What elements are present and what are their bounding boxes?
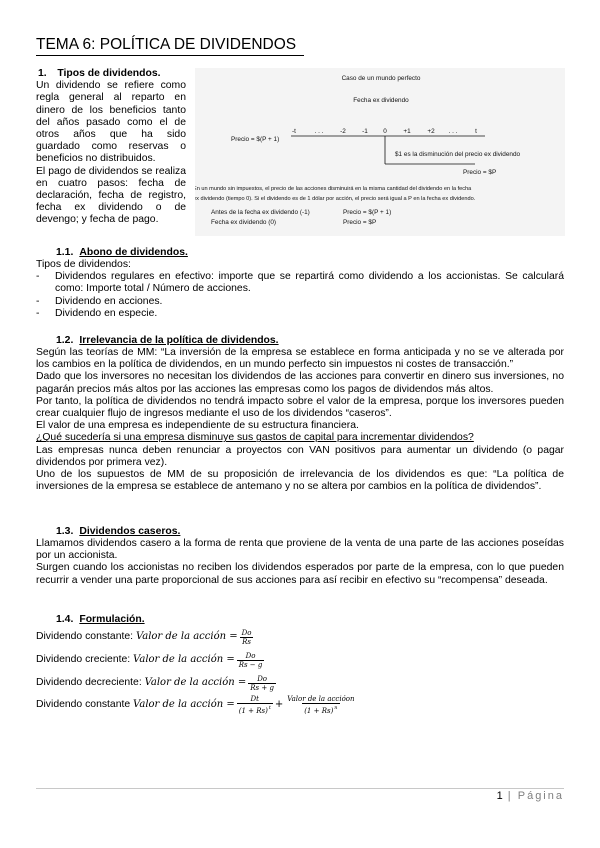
section-1-1-number: 1.1. xyxy=(56,247,74,258)
formula-numerator: Dt xyxy=(250,695,259,703)
section-1-2-body xyxy=(36,347,564,493)
axis-tick-label: . . . xyxy=(448,128,458,135)
firm-value-paragraph: El valor de una empresa es independiente de su estructura financiera. xyxy=(36,420,359,432)
figure-price-after: Precio = $P xyxy=(463,169,497,176)
section-1-2-title: Irrelevancia de la política de dividendos. xyxy=(79,335,279,346)
mm-theory-paragraph: Según las teorías de MM: “La inversión de la empresa se establece en forma anticipada y no se ve alterada por los cambios en la política de dividendos, en un mundo perfecto sin impuestos ni costes de transacción.” xyxy=(36,347,564,371)
footer-rule xyxy=(36,788,564,789)
axis-tick-label: . . . xyxy=(314,128,324,135)
formula-denominator: Rs + g xyxy=(250,683,274,692)
section-1-4-number: 1.4. xyxy=(56,614,74,625)
section-1-3-number: 1.3. xyxy=(56,526,74,537)
formula-lhs: Valor de la acción = xyxy=(144,676,247,688)
npv-paragraph: Las empresas nunca deben renunciar a proyectos con VAN positivos para aumentar un dividendo (o pagar dividendos por primera vez). xyxy=(36,444,564,468)
figure-row2-left: Fecha ex dividendo (0) xyxy=(211,219,277,226)
formula-label: Dividendo constante xyxy=(36,698,131,710)
formula-denominator-2-exponent: n xyxy=(334,705,338,711)
axis-tick-label: -t xyxy=(292,128,296,135)
figure-drop-label: $1 es la disminución del precio ex dividendo xyxy=(395,151,521,158)
formula-fraction xyxy=(240,629,254,646)
section-1-3-heading xyxy=(56,526,180,538)
section-1-1-title: Abono de dividendos. xyxy=(79,247,188,258)
ex-dividend-figure xyxy=(195,68,565,236)
section-1-number: 1. xyxy=(38,68,47,79)
figure-caption-mid: Fecha ex dividendo xyxy=(353,97,409,104)
formula-denominator xyxy=(237,703,273,715)
axis-tick-label: +1 xyxy=(403,128,411,135)
page-title: TEMA 6: POLÍTICA DE DIVIDENDOS xyxy=(36,36,297,53)
dividend-types-intro: Tipos de dividendos: xyxy=(36,259,131,270)
title-underline xyxy=(36,55,304,56)
mm-assumption-paragraph: Uno de los supuestos de MM de su proposición de irrelevancia de los dividendos es que: “La política de inversiones de la empresa se establece de antemano y no se altera por cambios en la política de dividendos”. xyxy=(36,469,564,493)
section-1-1-body xyxy=(36,259,564,320)
formula-denominator-exponent: t xyxy=(268,705,271,711)
figure-price-label: Precio = $(P + 1) xyxy=(231,136,280,143)
formula-numerator: Do xyxy=(245,651,256,660)
section-1-2-number: 1.2. xyxy=(56,335,74,346)
section-1-para-1: Un dividendo se refiere como regla general al reparto en dinero de los beneficios tanto del años pasado como el de otros años que ha sido guardado como reservas o beneficios no distribuidos. xyxy=(36,80,186,165)
axis-tick-label: 0 xyxy=(383,128,387,135)
formula-lhs: Valor de la acción = xyxy=(133,653,235,665)
homemade-dividend-explanation: Surgen cuando los accionistas no reciben los dividendos esperados por parte de la empresa, con lo que pueden recurrir a vender una parte proporcional de sus acciones para así recibir en efectivo su “recompensa” deseada. xyxy=(36,562,564,586)
formula-plus: + xyxy=(274,698,284,710)
section-1-intro xyxy=(36,68,186,227)
section-1-heading xyxy=(36,68,186,80)
section-1-2-heading xyxy=(56,335,279,347)
section-1-para-2: El pago de dividendos se realiza en cuatro pasos: fecha de declaración, fecha de registro, fecha ex dividendo o de devengo; y fecha de pago. xyxy=(36,165,186,226)
page-number: 1 xyxy=(496,790,503,802)
figure-row2-right: Precio = $P xyxy=(343,219,377,226)
formula-denominator-2-base: (1 + Rs) xyxy=(304,707,334,715)
formula-fraction xyxy=(248,675,276,692)
formula-lhs: Valor de la acción = xyxy=(133,698,235,710)
axis-tick-label: -2 xyxy=(340,128,346,135)
formula-label: Dividendo decreciente: xyxy=(36,676,142,688)
formula-numerator: Do xyxy=(257,674,268,683)
axis-tick-label: t xyxy=(475,128,477,135)
formula-denominator-base: (1 + Rs) xyxy=(238,707,268,715)
section-1-3-body xyxy=(36,538,564,587)
formula-label: Dividendo constante: xyxy=(36,630,134,642)
section-1-4-title: Formulación. xyxy=(79,614,145,625)
ex-dividend-diagram xyxy=(195,68,565,236)
formula-denominator: Rs − g xyxy=(238,660,263,669)
figure-row1-right: Precio = $(P + 1) xyxy=(343,209,392,216)
figure-row1-left: Antes de la fecha ex dividendo (-1) xyxy=(211,209,310,216)
formula-numerator-2: Valor de la accióon xyxy=(287,695,355,703)
figure-note-line-1: En un mundo sin impuestos, el precio de las acciones disminuirá en la misma cantidad del dividendo en la fecha xyxy=(195,186,472,192)
formula-constant-finite xyxy=(36,695,359,715)
investors-paragraph: Dado que los inversores no necesitan los dividendos de las acciones para convertir en dinero sus inversiones, no pagarán precios más altos por las acciones las empresas como los pagos de dividendos más altos. xyxy=(36,371,564,395)
policy-impact-paragraph: Por tanto, la política de dividendos no tendrá impacto sobre el valor de la empresa, porque los inversores pueden crear cualquier flujo de ingresos mediante el uso de los dividendos “caseros”. xyxy=(36,395,564,420)
section-1-4-heading xyxy=(56,614,145,626)
formula-fraction-2 xyxy=(285,695,356,715)
formula-declining xyxy=(36,673,278,693)
list-item: - Dividendo en acciones. xyxy=(36,296,564,308)
formula-constant xyxy=(36,627,255,647)
page-word: Página xyxy=(517,790,564,802)
formula-fraction xyxy=(237,652,265,669)
section-1-3-title: Dividendos caseros. xyxy=(79,526,181,537)
footer-separator: | xyxy=(502,790,518,802)
section-1-title: Tipos de dividendos. xyxy=(57,68,161,79)
axis-tick-label: -1 xyxy=(362,128,368,135)
list-item: - Dividendo en especie. xyxy=(36,308,564,320)
axis-tick-label: +2 xyxy=(427,128,435,135)
formula-label: Dividendo creciente: xyxy=(36,653,131,665)
section-1-1-heading xyxy=(56,247,188,259)
formula-growing xyxy=(36,650,266,670)
formula-denominator: Rs xyxy=(242,637,251,646)
list-item: - Dividendos regulares en efectivo: importe que se repartirá como dividendo a los accionistas. Se calculará como: Importe total / Número de acciones. xyxy=(36,271,564,295)
figure-note-line-2: ex dividendo (tiempo 0). Si el dividendo es de 1 dólar por acción, el precio será igual a P en la fecha ex dividendo. xyxy=(195,196,476,202)
homemade-dividend-definition: Llamamos dividendos casero a la forma de renta que proviene de la venta de una parte de las acciones poseídas por un accionista. xyxy=(36,538,564,562)
figure-caption-top: Caso de un mundo perfecto xyxy=(341,75,421,82)
formula-denominator-2 xyxy=(302,703,339,715)
formula-numerator: Do xyxy=(241,628,252,637)
formula-lhs: Valor de la acción = xyxy=(135,630,238,642)
formula-fraction xyxy=(237,695,273,715)
dividend-types-list xyxy=(36,271,564,320)
question-paragraph: ¿Qué sucedería si una empresa disminuye sus gastos de capital para incrementar dividendos? xyxy=(36,432,474,444)
page-footer xyxy=(497,790,564,802)
